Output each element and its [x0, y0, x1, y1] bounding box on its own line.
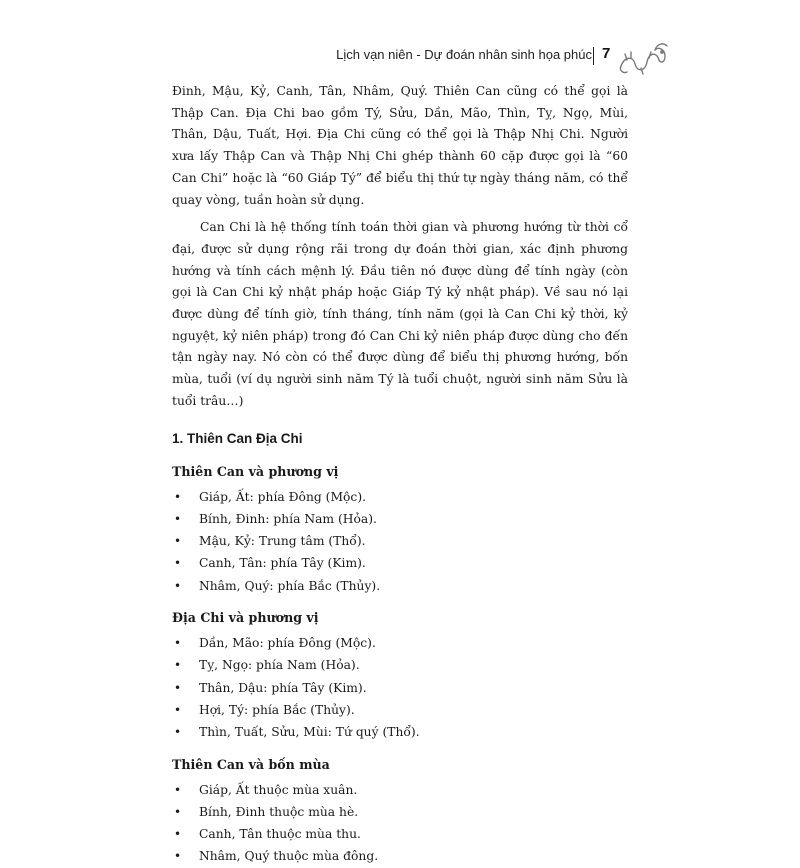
section-heading: 1. Thiên Can Địa Chi: [172, 430, 303, 446]
list-item: [172, 845, 628, 867]
group-thien-can-bon-mua: [172, 754, 628, 868]
list-item-text: Tỵ, Ngọ: phía Nam (Hỏa).: [199, 658, 360, 673]
bullet-list: [172, 486, 628, 597]
list-item: [172, 530, 628, 552]
bullet-icon: •: [174, 578, 182, 593]
bullet-icon: •: [174, 680, 182, 695]
list-item: [172, 721, 628, 743]
list-item: [172, 779, 628, 801]
group-dia-chi-phuong-vi: [172, 607, 628, 743]
bullet-icon: •: [174, 511, 182, 526]
bullet-list: [172, 779, 628, 868]
running-head: Lịch vạn niên - Dự đoán nhân sinh họa phúc: [336, 47, 592, 62]
list-item-text: Nhâm, Quý thuộc mùa đông.: [199, 849, 379, 864]
sub-heading: Thiên Can và bốn mùa: [172, 756, 330, 772]
bullet-icon: •: [174, 636, 182, 651]
list-item-text: Dần, Mão: phía Đông (Mộc).: [199, 636, 376, 651]
header-divider: [593, 47, 594, 65]
list-item: [172, 575, 628, 597]
list-item: [172, 823, 628, 845]
list-item: [172, 486, 628, 508]
list-item: [172, 801, 628, 823]
list-item: [172, 508, 628, 530]
bullet-icon: •: [174, 702, 182, 717]
dragon-icon: [615, 38, 671, 78]
list-item-text: Canh, Tân: phía Tây (Kim).: [199, 556, 366, 571]
paragraph: Can Chi là hệ thống tính toán thời gian và phương hướng từ thời cổ đại, được sử dụng rộng rãi trong dự đoán thời gian, xác định phương hướng và tính cách mệnh lý. Đầu tiên nó được dùng để tính ngày (còn gọi là Can Chi kỷ nhật pháp hoặc Giáp Tý kỷ nhật pháp). Về sau nó lại được dùng để tính giờ, tính tháng, tính năm (gọi là Can Chi kỷ thời, kỷ nguyệt, kỷ niên pháp) trong đó Can Chi kỷ niên pháp được dùng cho đến tận ngày nay. Nó còn có thể được dùng để biểu thị phương hướng, bốn mùa, tuổi (ví dụ người sinh năm Tý là tuổi chuột, người sinh năm Sửu là tuổi trâu…): [172, 220, 628, 408]
bullet-icon: •: [174, 725, 182, 740]
list-item: [172, 654, 628, 676]
bullet-icon: •: [174, 782, 182, 797]
list-item-text: Giáp, Ất thuộc mùa xuân.: [199, 782, 358, 797]
list-item-text: Bính, Đinh: phía Nam (Hỏa).: [199, 511, 377, 526]
list-item: [172, 699, 628, 721]
bullet-icon: •: [174, 804, 182, 819]
bullet-icon: •: [174, 827, 182, 842]
list-item: [172, 632, 628, 654]
list-item-text: Mậu, Kỷ: Trung tâm (Thổ).: [199, 534, 366, 549]
list-item-text: Hợi, Tý: phía Bắc (Thủy).: [199, 702, 355, 717]
group-thien-can-phuong-vi: [172, 461, 628, 597]
list-item-text: Nhâm, Quý: phía Bắc (Thủy).: [199, 578, 381, 593]
list-item-text: Canh, Tân thuộc mùa thu.: [199, 827, 361, 842]
page-number: 7: [602, 45, 611, 62]
sub-heading: Địa Chi và phương vị: [172, 610, 319, 626]
bullet-list: [172, 632, 628, 743]
paragraph: Đinh, Mậu, Kỷ, Canh, Tân, Nhâm, Quý. Thiên Can cũng có thể gọi là Thập Can. Địa Chi bao gồm Tý, Sửu, Dần, Mão, Thìn, Tỵ, Ngọ, Mùi, Thân, Dậu, Tuất, Hợi. Địa Chi cũng có thể gọi là Thập Nhị Chi. Người xưa lấy Thập Can và Thập Nhị Chi ghép thành 60 cặp được gọi là “60 Can Chi” hoặc là “60 Giáp Tý” để biểu thị thứ tự ngày tháng năm, có thể quay vòng, tuần hoàn sử dụng.: [172, 84, 628, 207]
list-item-text: Thìn, Tuất, Sửu, Mùi: Tứ quý (Thổ).: [199, 725, 420, 740]
page-body: [172, 81, 628, 868]
bullet-icon: •: [174, 556, 182, 571]
list-item-text: Bính, Đinh thuộc mùa hè.: [199, 804, 359, 819]
list-item-text: Thân, Dậu: phía Tây (Kim).: [199, 680, 367, 695]
bullet-icon: •: [174, 489, 182, 504]
list-item: [172, 677, 628, 699]
list-item-text: Giáp, Ất: phía Đông (Mộc).: [199, 489, 367, 504]
bullet-icon: •: [174, 658, 182, 673]
list-item: [172, 552, 628, 574]
bullet-icon: •: [174, 534, 182, 549]
sub-heading: Thiên Can và phương vị: [172, 463, 339, 479]
bullet-icon: •: [174, 849, 182, 864]
page-header: [0, 38, 800, 78]
